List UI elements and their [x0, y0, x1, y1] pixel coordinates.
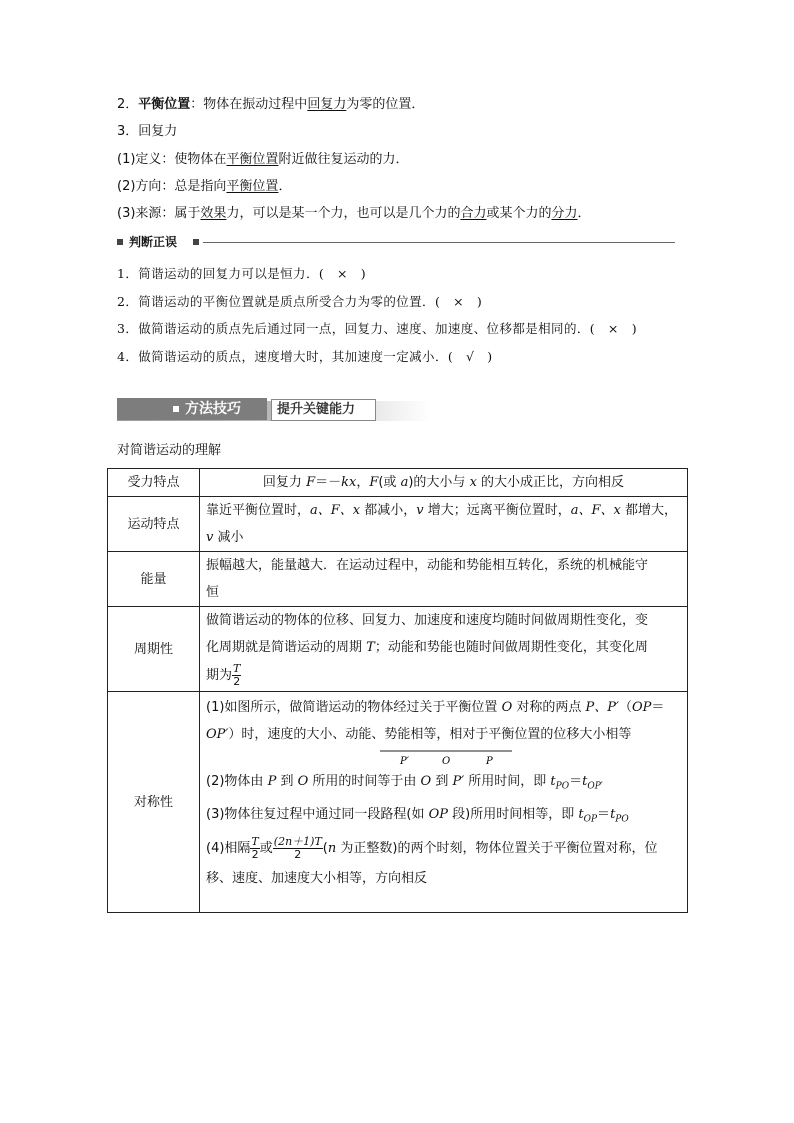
subscript: OP′ — [587, 781, 603, 792]
text-line — [206, 721, 681, 748]
symmetry-diagram — [376, 748, 516, 768]
text-line: 恒 — [206, 585, 220, 600]
square-bullet-icon — [173, 406, 179, 412]
text: )的大小与 — [408, 475, 470, 490]
var: a、F、x — [570, 503, 621, 518]
item-number: 2． — [117, 97, 139, 112]
judge-item-2: 2．简谐运动的平衡位置就是质点所受合力为零的位置．( × ) — [117, 294, 483, 309]
text: (1)定义：使物体在 — [117, 152, 227, 167]
var: OP′ — [206, 727, 229, 742]
var: OP — [428, 806, 449, 822]
text: (3)来源：属于 — [117, 206, 201, 221]
var: t — [550, 774, 556, 789]
underlined-answer: 回复力 — [307, 97, 347, 112]
var: P′ — [452, 774, 465, 789]
symmetry-diagram-svg — [376, 748, 516, 768]
var: F — [306, 475, 316, 490]
text: ：物体在振动过程中 — [190, 97, 308, 112]
var: t — [578, 806, 584, 822]
table-row — [108, 497, 688, 552]
var: x — [469, 475, 477, 490]
var: T — [366, 640, 375, 655]
text: 到 — [276, 774, 298, 789]
text: (3)物体往复过程中通过同一段路程(如 — [206, 806, 429, 822]
underlined-answer: 分力 — [551, 206, 578, 221]
fraction — [232, 663, 241, 688]
item-equilibrium-position — [117, 96, 424, 114]
text-line — [206, 524, 681, 551]
text: (4)相隔 — [206, 841, 251, 857]
var: t — [610, 806, 616, 822]
var: a — [400, 475, 409, 490]
text: ＝ — [569, 774, 583, 789]
judge-item-4: 4．做简谐运动的质点，速度增大时，其加速度一定减小．( √ ) — [117, 349, 493, 364]
underlined-answer: 合力 — [460, 206, 487, 221]
denominator: 2 — [251, 848, 259, 862]
text: ， — [356, 475, 370, 490]
text: 所用时间，即 — [464, 774, 551, 789]
row-value — [200, 497, 688, 552]
text-line — [206, 661, 681, 691]
underlined-answer: 效果 — [200, 206, 227, 221]
item-definition — [117, 151, 408, 169]
underlined-answer: 平衡位置 — [226, 179, 279, 194]
text: 都减小， — [360, 503, 417, 518]
var: n — [327, 841, 337, 857]
text-line — [206, 694, 681, 721]
banner-subtitle: 提升关键能力 — [277, 402, 356, 417]
text: 力，可以是某一个力，也可以是几个力的 — [226, 206, 461, 221]
text: 期为 — [206, 668, 233, 683]
text: (1)如图所示，做简谐运动的物体经过关于平衡位置 — [206, 700, 502, 715]
table-row — [108, 692, 688, 913]
text: (2)方向：总是指向 — [117, 179, 227, 194]
subscript: PO — [615, 814, 629, 825]
item-restoring-force-heading: 3．回复力 — [117, 124, 178, 139]
method-banner — [117, 398, 431, 423]
text-line: 振幅越大，能量越大．在运动过程中，动能和势能相互转化，系统的机械能守 — [206, 558, 649, 573]
text: 段)所用时间相等，即 — [448, 806, 579, 822]
text: ． — [278, 179, 292, 194]
text: 所用的时间等于由 — [308, 774, 421, 789]
square-bullet-icon — [193, 239, 199, 245]
numerator: (2n＋1)T — [273, 835, 322, 849]
row-value — [200, 552, 688, 607]
text: ． — [577, 206, 591, 221]
subscript: PO — [555, 781, 570, 792]
table-row — [108, 552, 688, 607]
text: ＝－ — [315, 475, 342, 490]
var: v — [206, 530, 214, 545]
text: （ — [618, 700, 632, 715]
text: 的大小成正比，方向相反 — [476, 475, 625, 490]
fraction — [250, 836, 259, 861]
text: ( — [322, 841, 328, 857]
text: 为正整数)的两个时刻，物体位置关于平衡位置对称，位 — [336, 841, 658, 857]
var: F — [369, 475, 379, 490]
text: 对称的两点 — [512, 700, 586, 715]
text-line — [206, 768, 681, 801]
table-row — [108, 469, 688, 497]
text: 化周期就是简谐运动的周期 — [206, 640, 367, 655]
numerator: T — [233, 662, 241, 675]
text: 或 — [259, 841, 273, 857]
fraction — [273, 836, 323, 861]
item-source — [117, 205, 591, 223]
text: (或 — [378, 475, 401, 490]
text: 增大；远离平衡位置时， — [423, 503, 571, 518]
text: ＝ — [597, 806, 611, 822]
var: a、F、x — [310, 503, 361, 518]
square-bullet-icon — [117, 239, 123, 245]
var: P、P′ — [585, 700, 619, 715]
judge-item-3: 3．做简谐运动的质点先后通过同一点，回复力、速度、加速度、位移都是相同的．( × ) — [117, 321, 637, 336]
numerator: T — [251, 835, 259, 849]
text-line — [206, 833, 681, 865]
text: 或某个力的 — [486, 206, 552, 221]
var: OP — [631, 700, 652, 715]
row-value — [200, 607, 688, 692]
row-value — [200, 469, 688, 497]
summary-table — [107, 468, 688, 913]
text: ；动能和势能也随时间做周期性变化，其变化周 — [374, 640, 648, 655]
row-key: 对称性 — [108, 692, 200, 913]
point-o-label: O — [442, 756, 451, 767]
var: P — [267, 774, 277, 789]
var: v — [416, 503, 424, 518]
row-key: 能量 — [108, 552, 200, 607]
text: 回复力 — [262, 475, 307, 490]
row-key: 运动特点 — [108, 497, 200, 552]
text: 到 — [431, 774, 453, 789]
text: 减小 — [213, 530, 244, 545]
denominator: 2 — [294, 848, 302, 862]
text-line — [206, 801, 681, 834]
underlined-answer: 平衡位置 — [226, 152, 279, 167]
row-key: 周期性 — [108, 607, 200, 692]
text: 靠近平衡位置时， — [206, 503, 311, 518]
text: 都增大， — [620, 503, 678, 518]
banner-title: 方法技巧 — [185, 401, 241, 417]
text-line: 做简谐运动的物体的位移、回复力、加速度和速度均随时间做周期性变化，变 — [206, 613, 649, 628]
var: t — [582, 774, 588, 789]
var: O — [501, 700, 513, 715]
point-p-label: P — [486, 756, 493, 767]
subscript: OP — [583, 814, 598, 825]
table-row — [108, 607, 688, 692]
denominator: 2 — [233, 675, 241, 688]
row-value — [200, 692, 688, 913]
term-equilibrium: 平衡位置 — [138, 97, 191, 112]
text-line: 移、速度、加速度大小相等，方向相反 — [206, 871, 428, 887]
text: ）时，速度的大小、动能、势能相等，相对于平衡位置的位移大小相等 — [228, 727, 632, 742]
text: ＝ — [651, 700, 665, 715]
text-line — [206, 497, 681, 524]
row-key: 受力特点 — [108, 469, 200, 497]
judge-section-header — [117, 234, 675, 250]
divider — [203, 242, 675, 243]
text: 为零的位置． — [346, 97, 425, 112]
text-line — [206, 634, 681, 661]
judge-header-label: 判断正误 — [129, 235, 178, 249]
point-p-prime-label: P′ — [400, 756, 409, 767]
section-title: 对简谐运动的理解 — [117, 443, 222, 458]
var: O — [297, 774, 309, 789]
text: 附近做往复运动的力． — [278, 152, 409, 167]
text: (2)物体由 — [206, 774, 268, 789]
var: O — [420, 774, 432, 789]
judge-item-1: 1．简谐运动的回复力可以是恒力．( × ) — [117, 266, 367, 281]
item-direction — [117, 178, 291, 196]
var: kx — [341, 475, 357, 490]
